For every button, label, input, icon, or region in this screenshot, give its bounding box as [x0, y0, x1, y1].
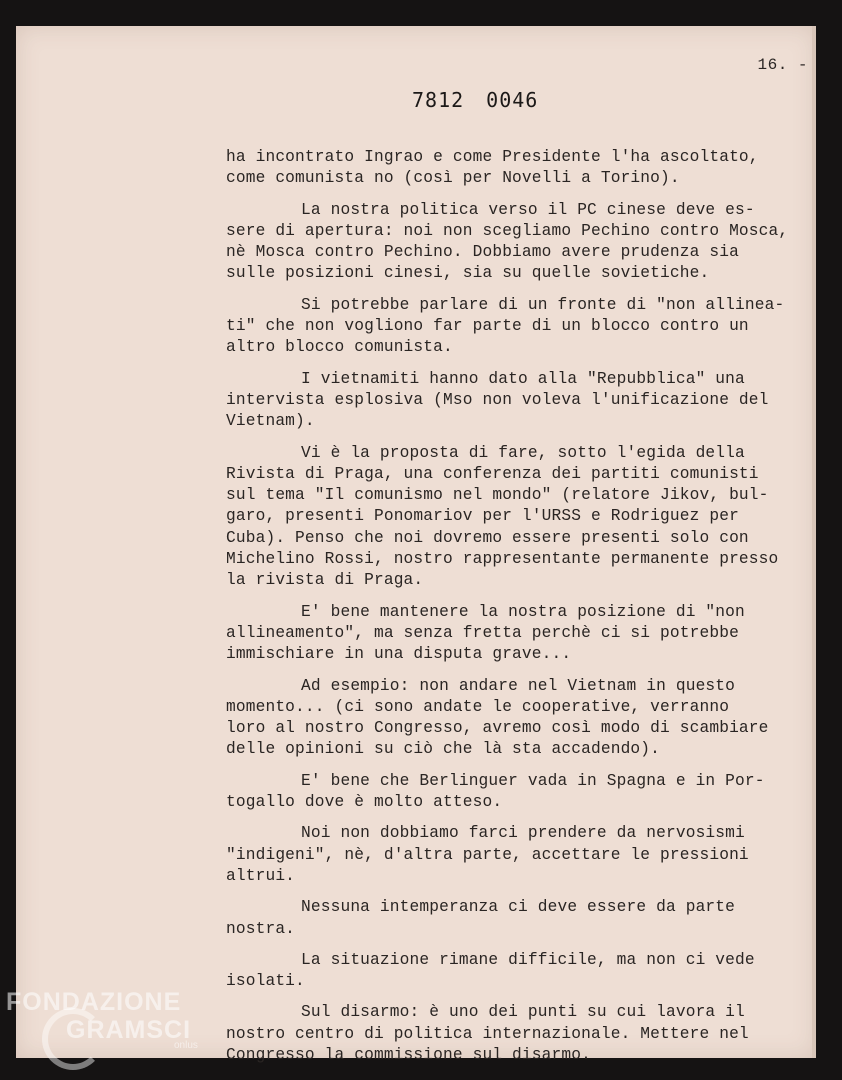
watermark-line-2: GRAMSCI [66, 1016, 192, 1044]
paragraph-9: Noi non dobbiamo farci prendere da nervosismi "indigeni", nè, d'altra parte, accettare le pressioni altrui. [226, 824, 749, 885]
paragraph-2: La nostra politica verso il PC cinese deve es- sere di apertura: noi non scegliamo Pechino contro Mosca, nè Mosca contro Pechino. Dobbiamo avere prudenza sia sulle posizioni cinesi, sia su quelle sovietiche. [226, 200, 789, 283]
paragraph-11: La situazione rimane difficile, ma non ci vede isolati. [226, 950, 755, 991]
paragraph-4: I vietnamiti hanno dato alla "Repubblica" una intervista esplosiva (Mso non voleva l'unificazione del Vietnam). [226, 369, 769, 431]
watermark-line-1: FONDAZIONE [6, 988, 182, 1016]
archive-code-part-2: 0046 [486, 88, 539, 112]
watermark-line-3: onlus [174, 1040, 198, 1051]
paragraph-12: Sul disarmo: è uno dei punti su cui lavora il nostro centro di politica internazionale. Mettere nel Congresso la commissione sul disarmo. [226, 1003, 749, 1064]
paper-edge [812, 26, 816, 1058]
paragraph-7: Ad esempio: non andare nel Vietnam in questo momento... (ci sono andate le cooperative, verranno loro al nostro Congresso, avremo così modo di scambiare delle opinioni su ciò che là sta accadendo). [226, 676, 769, 759]
paragraph-3: Si potrebbe parlare di un fronte di "non allinea- ti" che non vogliono far parte di un blocco contro un altro blocco comunista. [226, 295, 785, 357]
paragraph-5: Vi è la proposta di fare, sotto l'egida della Rivista di Praga, una conferenza dei partiti comunisti sul tema "Il comunismo nel mondo" (relatore Jikov, bul- garo, presenti Ponomariov per l'URSS e Rodriguez per Cuba). Penso che noi dovremo essere presenti solo con Michelino Rossi, nostro rappresentante permanente presso la rivista di Praga. [226, 443, 779, 590]
archive-code-part-1: 7812 [412, 88, 465, 112]
paragraph-1: ha incontrato Ingrao e come Presidente l'ha ascoltato, come comunista no (così per Novelli a Torino). [226, 148, 759, 188]
paragraph-6: E' bene mantenere la nostra posizione di "non allineamento", ma senza fretta perchè ci si potrebbe immischiare in una disputa grave... [226, 602, 745, 664]
archive-stamp [412, 88, 538, 112]
page-number: 16. - [757, 56, 808, 74]
paragraph-8: E' bene che Berlinguer vada in Spagna e in Por- togallo dove è molto atteso. [226, 771, 765, 812]
paragraph-10: Nessuna intemperanza ci deve essere da parte nostra. [226, 898, 736, 938]
watermark-logo-icon [42, 1008, 104, 1070]
typewritten-text [226, 147, 792, 1066]
fondazione-gramsci-watermark [6, 988, 198, 1051]
